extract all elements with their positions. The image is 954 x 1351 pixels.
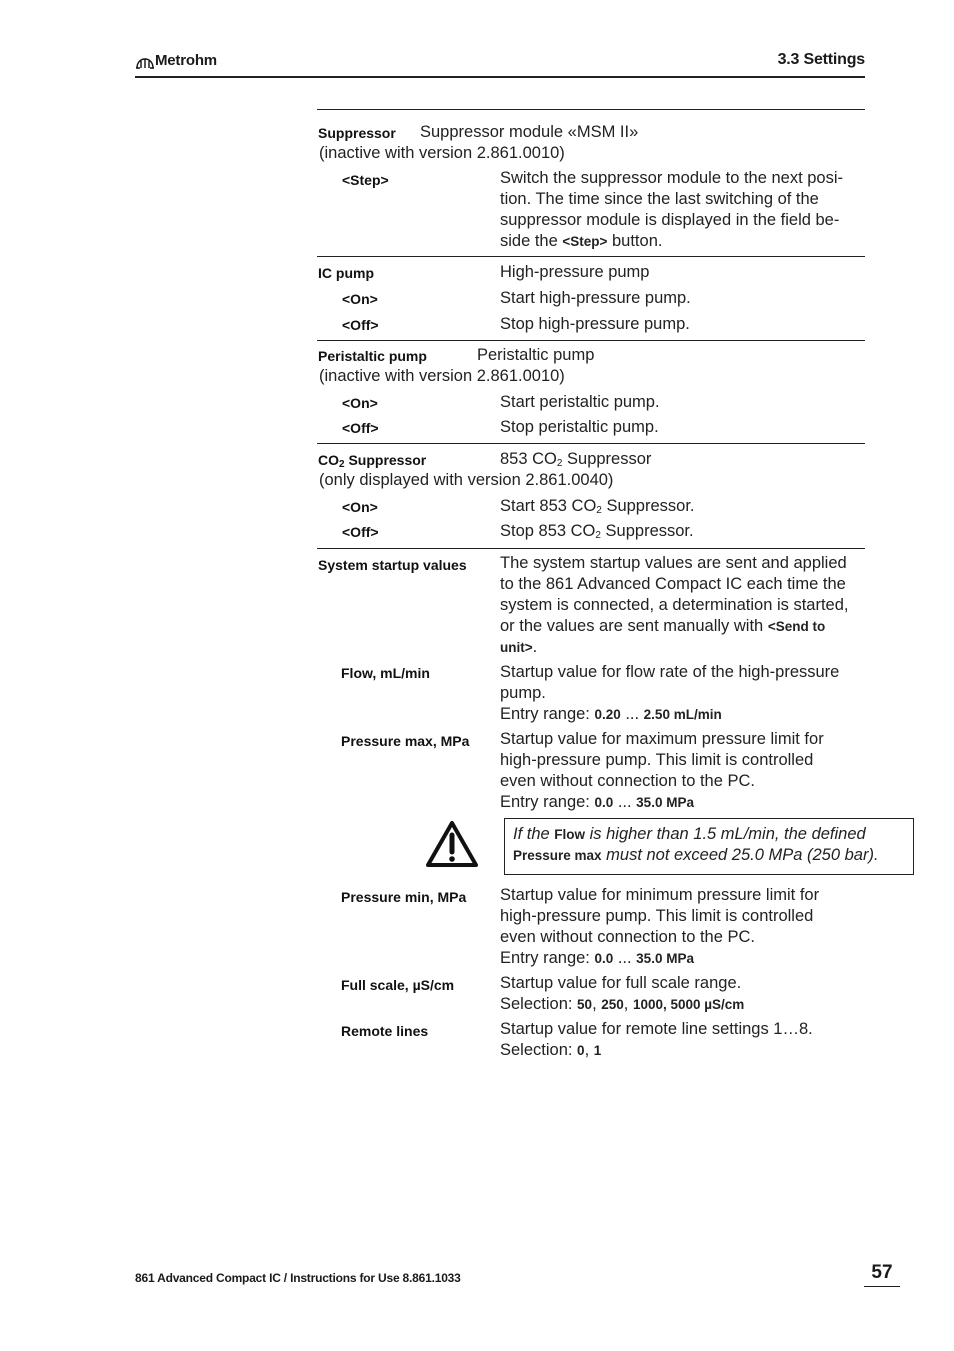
full-scale-selection	[500, 994, 870, 1015]
text: Entry range:	[500, 705, 595, 723]
remote-lines-selection	[500, 1040, 870, 1061]
step-inline-label: <Step>	[562, 234, 608, 249]
step-desc-line: Switch the suppressor module to the next posi-	[500, 169, 844, 187]
startup-desc-line	[500, 616, 870, 637]
selection-value: 0	[577, 1043, 585, 1058]
co2-label	[318, 452, 426, 468]
ic-pump-on-label: <On>	[342, 291, 378, 307]
suppressor-label: Suppressor	[318, 125, 396, 141]
peristaltic-off-desc: Stop peristaltic pump.	[500, 418, 659, 436]
ic-pump-on-desc: Start high-pressure pump.	[500, 289, 691, 307]
range-min: 0.20	[594, 707, 621, 722]
ic-pump-off-desc: Stop high-pressure pump.	[500, 315, 690, 333]
separator: ,	[623, 995, 633, 1013]
text: 853 CO	[500, 450, 557, 468]
text: Start 853 CO	[500, 497, 597, 515]
suppressor-desc: Suppressor module «MSM II»	[420, 123, 639, 141]
selection-value: 50	[577, 997, 593, 1012]
step-desc	[500, 168, 870, 252]
co2-desc	[500, 449, 651, 470]
selection-value: 1	[593, 1043, 602, 1058]
peristaltic-note: (inactive with version 2.861.0010)	[319, 367, 565, 385]
startup-desc-line: The system startup values are sent and applied	[500, 554, 847, 572]
send-to-unit-label: <Send to	[767, 619, 826, 634]
text: or the values are sent manually with	[500, 617, 768, 635]
flow-desc	[500, 662, 870, 725]
header-rule	[135, 76, 865, 78]
divider	[317, 340, 865, 341]
step-label: <Step>	[342, 172, 389, 188]
subscript: 2	[339, 459, 345, 470]
co2-off-desc	[500, 521, 694, 542]
pmax-label: Pressure max, MPa	[341, 733, 470, 749]
text: Suppressor	[562, 450, 652, 468]
text: Entry range:	[500, 793, 595, 811]
remote-lines-label: Remote lines	[341, 1023, 429, 1039]
co2-on-label: <On>	[342, 499, 378, 515]
text: ...	[613, 949, 637, 967]
flow-inline-label: Flow	[554, 827, 586, 842]
selection-value: 1000, 5000 µS/cm	[632, 997, 745, 1012]
warning-line	[513, 824, 913, 845]
text: ...	[613, 793, 637, 811]
text: .	[532, 638, 538, 656]
table-top-rule	[317, 109, 865, 110]
warning-box	[504, 818, 914, 875]
warning-icon	[425, 820, 479, 868]
brand-name: Metrohm	[155, 52, 217, 69]
co2-off-label: <Off>	[342, 524, 379, 540]
startup-desc	[500, 553, 870, 658]
flow-range	[500, 704, 870, 725]
full-scale-label: Full scale, µS/cm	[341, 977, 455, 993]
subscript: 2	[596, 505, 602, 516]
text: Selection:	[500, 995, 578, 1013]
divider	[317, 548, 865, 549]
startup-desc-line: to the 861 Advanced Compact IC each time the	[500, 575, 846, 593]
remote-lines-desc	[500, 1019, 870, 1061]
pmax-desc-line: even without connection to the PC.	[500, 772, 755, 790]
pmin-label: Pressure min, MPa	[341, 889, 467, 905]
pmax-desc-line: high-pressure pump. This limit is controlled	[500, 751, 814, 769]
range-max: 2.50 mL/min	[643, 707, 722, 722]
peristaltic-label: Peristaltic pump	[318, 348, 427, 364]
text: ...	[620, 705, 644, 723]
step-desc-line	[500, 231, 870, 252]
peristaltic-on-label: <On>	[342, 395, 378, 411]
text: Stop 853 CO	[500, 522, 596, 540]
separator: ,	[584, 1041, 594, 1059]
text: button.	[607, 232, 663, 250]
range-min: 0.0	[594, 795, 614, 810]
startup-desc-line	[500, 637, 870, 658]
ic-pump-off-label: <Off>	[342, 317, 379, 333]
text: Suppressor	[344, 452, 427, 468]
peristaltic-off-label: <Off>	[342, 420, 379, 436]
ic-pump-label: IC pump	[318, 265, 374, 281]
pmin-desc-line: high-pressure pump. This limit is controlled	[500, 907, 814, 925]
pmin-range	[500, 948, 870, 969]
full-scale-desc	[500, 973, 870, 1015]
co2-note: (only displayed with version 2.861.0040)	[319, 471, 614, 489]
flow-desc-line: Startup value for flow rate of the high-pressure	[500, 663, 840, 681]
flow-label: Flow, mL/min	[341, 665, 430, 681]
range-min: 0.0	[594, 951, 614, 966]
pressure-max-inline-label: Pressure max	[513, 848, 602, 863]
pmin-desc-line: Startup value for minimum pressure limit for	[500, 886, 820, 904]
subscript: 2	[556, 458, 563, 469]
subscript: 2	[595, 530, 601, 541]
separator: ,	[592, 995, 602, 1013]
text: must not exceed 25.0 MPa (250 bar).	[601, 846, 879, 864]
startup-label: System startup values	[318, 557, 467, 573]
peristaltic-desc: Peristaltic pump	[477, 346, 595, 364]
peristaltic-on-desc: Start peristaltic pump.	[500, 393, 660, 411]
text: If the	[513, 825, 555, 843]
page-number: 57	[871, 1262, 893, 1283]
pmin-desc-line: even without connection to the PC.	[500, 928, 755, 946]
warning-line	[513, 845, 913, 866]
range-max: 35.0 MPa	[636, 951, 694, 966]
page-header	[135, 50, 865, 78]
text: CO	[318, 452, 339, 468]
pmax-desc-line: Startup value for maximum pressure limit for	[500, 730, 824, 748]
suppressor-note: (inactive with version 2.861.0010)	[319, 144, 565, 162]
section-title: 3.3 Settings	[777, 51, 865, 68]
pmax-desc	[500, 729, 870, 813]
step-desc-line: suppressor module is displayed in the field be-	[500, 211, 840, 229]
pmin-desc	[500, 885, 870, 969]
flow-desc-line: pump.	[500, 684, 546, 702]
co2-on-desc	[500, 496, 695, 517]
send-to-unit-label: unit>	[500, 640, 533, 655]
text: Suppressor.	[601, 497, 695, 515]
footer-text: 861 Advanced Compact IC / Instructions for Use 8.861.1033	[135, 1271, 461, 1285]
selection-value: 250	[601, 997, 624, 1012]
text: Suppressor.	[600, 522, 694, 540]
range-max: 35.0 MPa	[636, 795, 694, 810]
metrohm-logo-icon	[135, 52, 155, 70]
text: Entry range:	[500, 949, 595, 967]
startup-desc-line: system is connected, a determination is started,	[500, 596, 849, 614]
pmax-range	[500, 792, 870, 813]
text: Selection:	[500, 1041, 578, 1059]
divider	[317, 443, 865, 444]
remote-lines-desc-line: Startup value for remote line settings 1…8.	[500, 1020, 813, 1038]
text: side the	[500, 232, 563, 250]
ic-pump-desc: High-pressure pump	[500, 263, 650, 281]
text: is higher than 1.5 mL/min, the defined	[585, 825, 866, 843]
divider	[317, 256, 865, 257]
full-scale-desc-line: Startup value for full scale range.	[500, 974, 742, 992]
page-number-rule	[864, 1286, 900, 1287]
step-desc-line: tion. The time since the last switching of the	[500, 190, 819, 208]
